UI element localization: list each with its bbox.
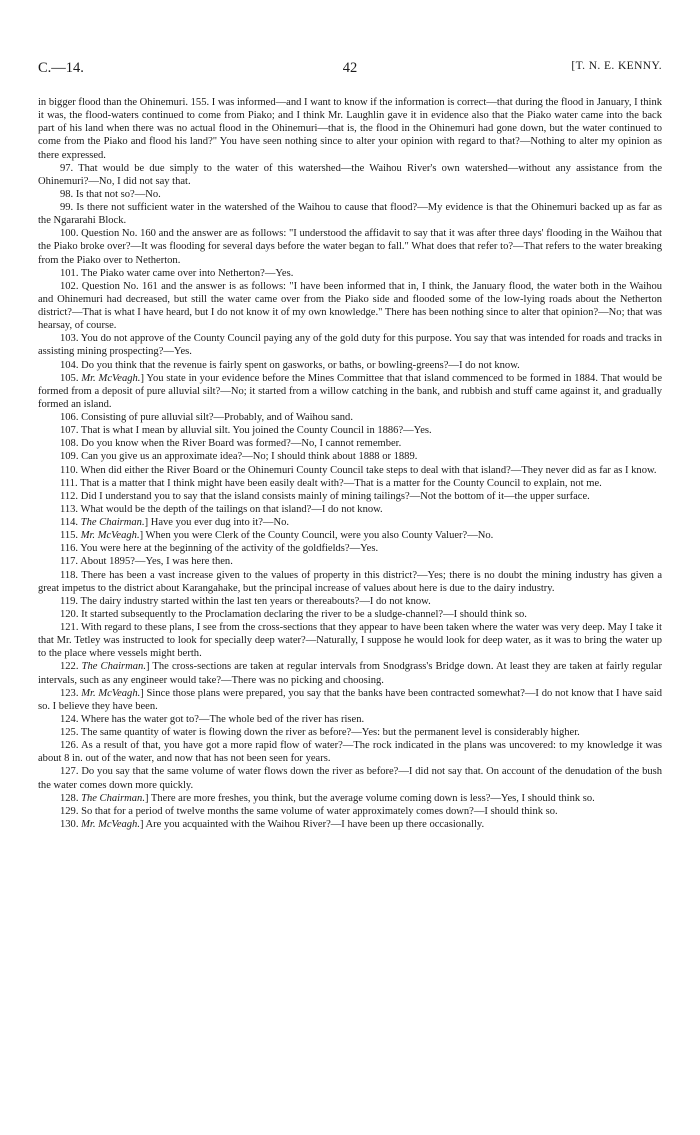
question-paragraph: 113. What would be the depth of the tailings on that island?—I do not know.: [60, 503, 383, 515]
question-paragraph: 104. Do you think that the revenue is fairly spent on gasworks, or baths, or bowling-greens?—I do not know.: [60, 359, 520, 371]
evidence-text: [38, 96, 662, 831]
document-reference: C.—14.: [38, 60, 84, 76]
question-paragraph: 130. Mr. McVeagh.] Are you acquainted with the Waihou River?—I have been up there occasionally.: [60, 818, 485, 830]
question-paragraph: 123. Mr. McVeagh.] Since those plans were prepared, you say that the banks have been contracted somewhat?—I do not know that I have said so. I believe they have been.: [38, 687, 663, 712]
question-paragraph: 111. That is a matter that I think might have been easily dealt with?—That is a matter for the County Council to explain, not me.: [60, 477, 602, 489]
question-paragraph: 119. The dairy industry started within the last ten years or thereabouts?—I do not know.: [60, 595, 431, 607]
question-paragraph: 116. You were here at the beginning of the activity of the goldfields?—Yes.: [60, 543, 379, 555]
page-header: [38, 60, 662, 80]
question-paragraph: 102. Question No. 161 and the answer is as follows: "I have been informed that in, I think, the January flood, the water both in the Waihou and Ohinemuri had decreased, but still the water came over from the Piako side and flooded some of the low-lying roads about the Netherton district?—That is what I have heard, but I do not know it of my own knowledge." There has been nothing since to alter that opinion?—No; that was hearsay, of course.: [38, 280, 662, 332]
question-paragraph: 124. Where has the water got to?—The whole bed of the river has risen.: [60, 713, 365, 725]
witness-name: [T. N. E. KENNY.: [571, 60, 662, 72]
question-paragraph: 115. Mr. McVeagh.] When you were Clerk of the County Council, were you also County Valuer?—No.: [60, 530, 494, 542]
question-paragraph: 103. You do not approve of the County Council paying any of the gold duty for this purpose. You say that was intended for roads and tracks in assisting mining prospecting?—Yes.: [38, 333, 662, 358]
question-paragraph: 98. Is that not so?—No.: [60, 188, 161, 200]
question-paragraph: 108. Do you know when the River Board was formed?—No, I cannot remember.: [60, 438, 402, 450]
question-paragraph: 101. The Piako water came over into Netherton?—Yes.: [60, 267, 294, 279]
question-paragraph: 109. Can you give us an approximate idea?—No; I should think about 1888 or 1889.: [60, 451, 418, 463]
question-paragraph: 121. With regard to these plans, I see from the cross-sections that they appear to have been taken where the water was very deep. May I take it that Mr. Tetley was instructed to look for specially deep water?—Naturally, I suppose he would look for deep water, as it was to bring the water up to the place where vessels might berth.: [38, 622, 662, 660]
speaker-label: Mr. McVeagh.: [81, 687, 141, 699]
question-paragraph: 97. That would be due simply to the water of this watershed—the Waihou River's own watershed—without any assistance from the Ohinemuri?—No, I did not say that.: [38, 162, 662, 187]
speaker-label: The Chairman.: [81, 792, 145, 804]
question-paragraph: 99. Is there not sufficient water in the watershed of the Waihou to cause that flood?—My evidence is that the Ohinemuri backed up as far as the Ngararahi Block.: [38, 202, 662, 227]
question-paragraph: 107. That is what I mean by alluvial silt. You joined the County Council in 1886?—Yes.: [60, 425, 432, 437]
question-paragraph: 106. Consisting of pure alluvial silt?—Probably, and of Waihou sand.: [60, 412, 353, 423]
question-paragraph: 117. About 1895?—Yes, I was here then.: [60, 556, 233, 568]
question-paragraph: 118. There has been a vast increase given to the values of property in this district?—Yes; there is no doubt the mining industry has given a great impetus to the district about Karangahake, but the principal increase of values about here is due to the dairy industry.: [38, 569, 662, 594]
question-paragraph: 125. The same quantity of water is flowing down the river as before?—Yes: but the permanent level is considerably higher.: [60, 727, 580, 738]
speaker-label: Mr. McVeagh.: [81, 372, 141, 384]
speaker-label: The Chairman.: [80, 517, 145, 528]
question-paragraph: 114. The Chairman.] Have you ever dug into it?—No.: [60, 517, 289, 528]
question-paragraph: 126. As a result of that, you have got a more rapid flow of water?—The rock indicated in the plans was uncovered: to my knowledge it was about 8 in. out of the water, and now that has not been seen for years.: [38, 740, 662, 765]
question-paragraph: 110. When did either the River Board or the Ohinemuri County Council take steps to deal with that island?—They never did as far as I know.: [60, 464, 657, 476]
question-paragraph: 127. Do you say that the same volume of water flows down the river as before?—I did not say that. On account of the denudation of the bush the water comes down more quickly.: [38, 766, 662, 791]
speaker-label: The Chairman.: [81, 661, 146, 673]
question-paragraph: 120. It started subsequently to the Proclamation declaring the river to be a sludge-channel?—I should think so.: [60, 608, 527, 620]
question-paragraph: 128. The Chairman.] There are more freshes, you think, but the average volume coming down is less?—Yes, I should think so.: [60, 792, 595, 804]
page-number: 42: [342, 60, 358, 76]
continued-paragraph: in bigger flood than the Ohinemuri. 155. I was informed—and I want to know if the information is correct—that during the flood in January, I think it was, the flood-waters continued to come from Piako; and I think Mr. Laughlin gave it in evidence also that the Piako water came into the back part of his land when there was no actual flood in the Ohinemuri—that is, the flood in the Ohinemuri had gone down, but the water continued to come from the Piako and flood his land?" You have seen nothing since to alter your opinion with regard to that?—Nothing to alter my opinion as there expressed.: [38, 97, 662, 161]
question-paragraph: 129. So that for a period of twelve months the same volume of water approximately comes down?—I should think so.: [60, 805, 558, 817]
speaker-label: Mr. McVeagh.: [81, 818, 140, 830]
question-paragraph: 122. The Chairman.] The cross-sections are taken at regular intervals from Snodgrass's Bridge down. At least they are taken at fairly regular intervals, such as any engineer would take?—There was no picking and choosing.: [38, 661, 662, 686]
speaker-label: Mr. McVeagh.: [80, 530, 140, 542]
question-paragraph: 100. Question No. 160 and the answer are as follows: "I understood the affidavit to say that it was after three days' flooding in the Waihou that the Piako broke over?—It was flooding for several days before the water began to fall." What does that refer to?—That refers to the water breaking from the Piako over to Netherton.: [38, 228, 662, 266]
question-paragraph: 112. Did I understand you to say that the island consists mainly of mining tailings?—Not the bottom of it—the upper surface.: [60, 490, 590, 502]
question-paragraph: 105. Mr. McVeagh.] You state in your evidence before the Mines Committee that that island commenced to be formed in 1884. That would be formed from a deposit of pure alluvial silt?—No; it started from a willow catching in the bank, and rubbish and stuff came against it, and gradually formed an island.: [38, 372, 663, 410]
